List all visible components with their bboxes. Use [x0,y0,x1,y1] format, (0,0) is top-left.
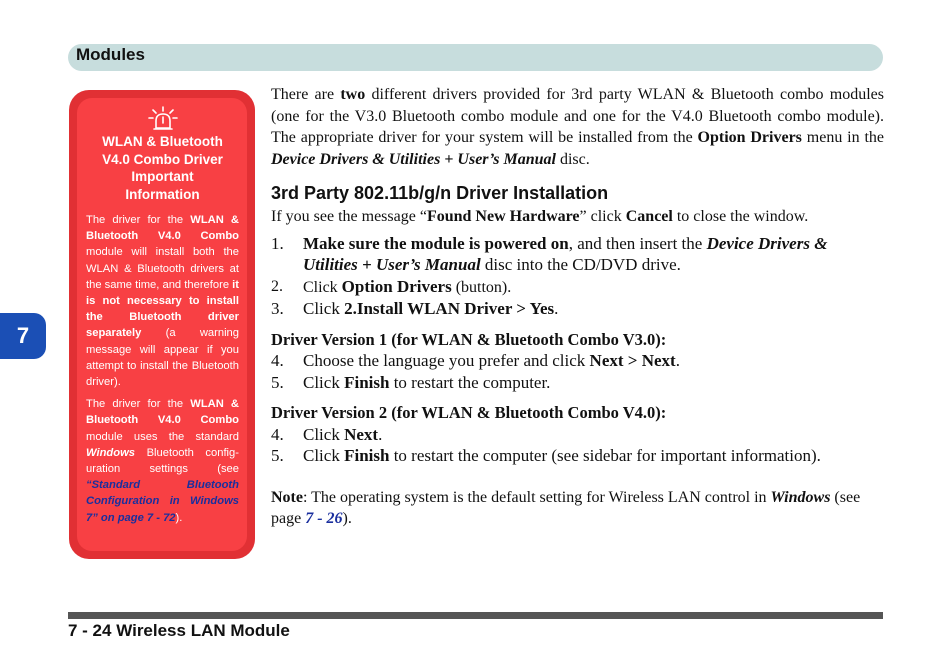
step-item: 4. Choose the language you prefer and click Next > Next. [271,351,680,370]
footer-rule [68,612,883,619]
chapter-tab[interactable]: 7 [0,313,46,359]
page-footer: 7 - 24 Wireless LAN Module [68,621,290,640]
page-header-title: Modules [76,45,145,64]
step-item: 5. Click Finish to restart the computer. [271,372,551,392]
sidebar-content [77,98,247,551]
step-item: 2. Click Option Drivers (button). [271,276,512,296]
header-bar [68,44,883,71]
warning-bulb-icon [147,106,179,132]
important-info-sidebar [69,90,255,559]
driver-v1-heading: Driver Version 1 (for WLAN & Bluetooth Combo V3.0): [271,329,667,349]
step-item: 5. Click Finish to restart the computer (see sidebar for important information). [271,446,821,465]
step-item: 1. Make sure the module is powered on, and then insert the Device Drivers & Utilities + User’s Manual disc into the CD/DVD drive. [271,233,828,274]
sidebar-paragraph-2: The driver for the WLAN & Bluetooth V4.0 Combo module uses the standard Windows Bluetooth configuration settings (see “Standard Bluetooth Configuration in Windows 7” on page 7 - 72). [86,398,239,524]
bluetooth-config-link[interactable]: “Standard Bluetooth Configuration in Windows 7” on page 7 - 72 [86,479,239,524]
main-content [271,84,884,530]
note-paragraph: Note: The operating system is the default setting for Wireless LAN control in Windows (see page 7 - 26). [271,488,861,527]
sidebar-title: WLAN & Bluetooth V4.0 Combo Driver Important Information [102,134,223,202]
found-hardware-paragraph: If you see the message “Found New Hardware” click Cancel to close the window. [271,208,809,225]
step-item: 4. Click Next. [271,424,383,444]
step-item: 3. Click 2.Install WLAN Driver > Yes. [271,299,559,318]
section-heading: 3rd Party 802.11b/g/n Driver Installation [271,183,609,203]
sidebar-paragraph-1: The driver for the WLAN & Bluetooth V4.0 Combo module will install both the WLAN & Bluetooth drivers at the same time, and therefore it is not necessary to install the Bluetooth driver separately (a warning message will appear if you attempt to install the Bluetooth driver). [86,214,239,389]
install-steps [271,233,884,320]
intro-paragraph: There are two different drivers provided for 3rd party WLAN & Bluetooth combo modules (one for the V3.0 Bluetooth combo module and one for the V4.0 Bluetooth combo module). The appropriate driver for your system will be installed from the Option Drivers menu in the Device Drivers & Utilities + User’s Manual disc. [271,86,884,168]
driver-v2-heading: Driver Version 2 (for WLAN & Bluetooth Combo V4.0): [271,403,667,422]
page-reference-link[interactable]: 7 - 26 [305,510,343,527]
